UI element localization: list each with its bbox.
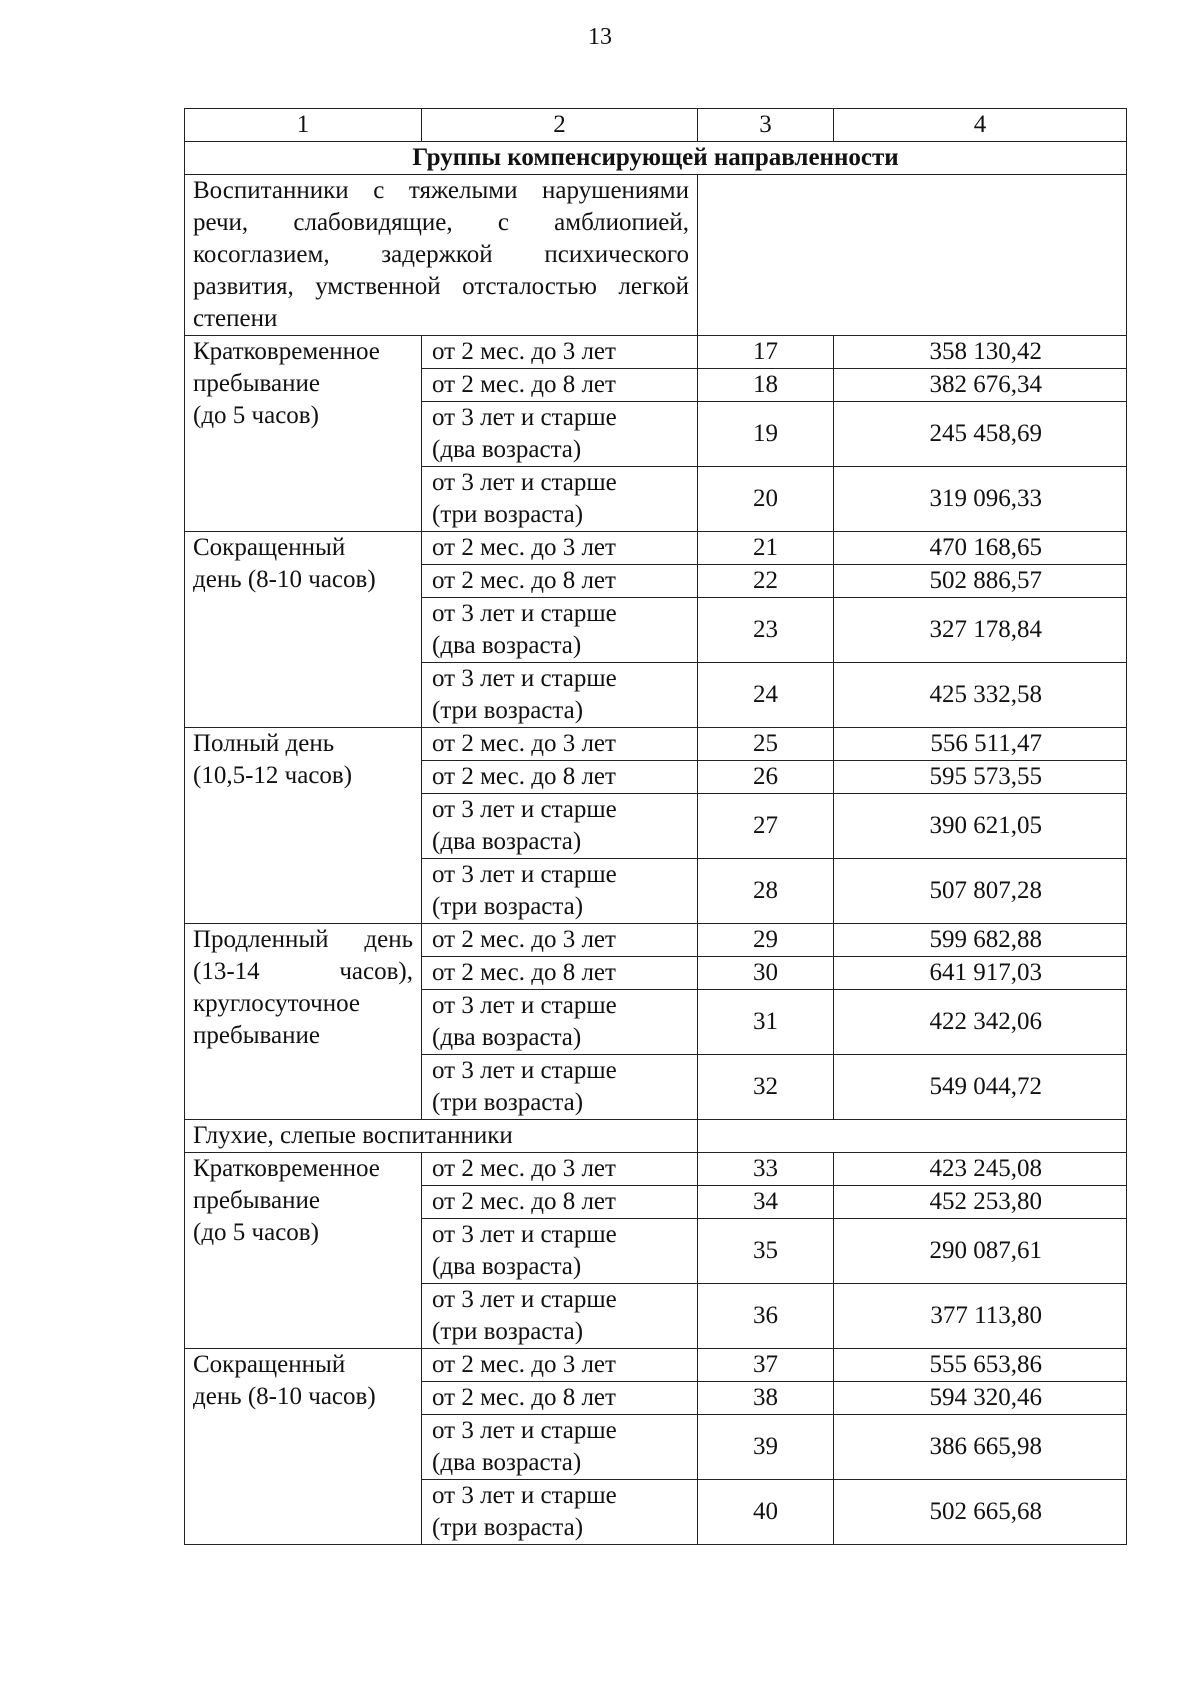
table-row <box>185 1153 1127 1186</box>
age-range: от 3 лет и старше (три возраста) <box>422 1480 698 1545</box>
row-number: 26 <box>698 761 834 794</box>
amount-value: 599 682,88 <box>834 924 1127 957</box>
column-number-cell: 3 <box>698 109 834 142</box>
amount-value: 425 332,58 <box>834 663 1127 728</box>
amount-value: 390 621,05 <box>834 794 1127 859</box>
amount-value: 549 044,72 <box>834 1055 1127 1120</box>
amount-value: 594 320,46 <box>834 1382 1127 1415</box>
amount-value: 595 573,55 <box>834 761 1127 794</box>
age-range: от 3 лет и старше (два возраста) <box>422 990 698 1055</box>
page-number: 13 <box>588 24 612 50</box>
age-range: от 2 мес. до 8 лет <box>422 1186 698 1219</box>
age-range: от 2 мес. до 8 лет <box>422 761 698 794</box>
age-range: от 3 лет и старше (три возраста) <box>422 467 698 532</box>
section-title: Группы компенсирующей направленности <box>185 142 1127 175</box>
age-range: от 2 мес. до 3 лет <box>422 728 698 761</box>
row-number: 19 <box>698 402 834 467</box>
age-range: от 3 лет и старше (два возраста) <box>422 794 698 859</box>
age-range: от 3 лет и старше (три возраста) <box>422 1284 698 1349</box>
row-number: 23 <box>698 598 834 663</box>
row-number: 34 <box>698 1186 834 1219</box>
age-range: от 3 лет и старше (два возраста) <box>422 598 698 663</box>
row-number: 27 <box>698 794 834 859</box>
age-range: от 3 лет и старше (два возраста) <box>422 1415 698 1480</box>
stay-mode-label: Продленный день (13-14 часов), круглосуточное пребывание <box>185 924 422 1120</box>
row-number: 22 <box>698 565 834 598</box>
age-range: от 2 мес. до 3 лет <box>422 1349 698 1382</box>
amount-value: 377 113,80 <box>834 1284 1127 1349</box>
amount-value: 502 665,68 <box>834 1480 1127 1545</box>
group-title-empty-cell <box>698 1120 1127 1153</box>
table-row <box>185 728 1127 761</box>
row-number: 18 <box>698 369 834 402</box>
group-title-row <box>185 1120 1127 1153</box>
table-row <box>185 1349 1127 1382</box>
stay-mode-label: Кратковременное пребывание (до 5 часов) <box>185 1153 422 1349</box>
age-range: от 2 мес. до 8 лет <box>422 1382 698 1415</box>
age-range: от 2 мес. до 8 лет <box>422 957 698 990</box>
row-number: 29 <box>698 924 834 957</box>
amount-value: 382 676,34 <box>834 369 1127 402</box>
stay-mode-label: Сокращенный день (8-10 часов) <box>185 1349 422 1545</box>
amount-value: 507 807,28 <box>834 859 1127 924</box>
table-row <box>185 924 1127 957</box>
age-range: от 3 лет и старше (два возраста) <box>422 1219 698 1284</box>
row-number: 24 <box>698 663 834 728</box>
age-range: от 2 мес. до 3 лет <box>422 532 698 565</box>
age-range: от 3 лет и старше (три возраста) <box>422 663 698 728</box>
row-number: 39 <box>698 1415 834 1480</box>
age-range: от 2 мес. до 8 лет <box>422 565 698 598</box>
column-number-cell: 4 <box>834 109 1127 142</box>
amount-value: 327 178,84 <box>834 598 1127 663</box>
amount-value: 290 087,61 <box>834 1219 1127 1284</box>
group-title-empty-cell <box>698 175 1127 336</box>
row-number: 35 <box>698 1219 834 1284</box>
amount-value: 319 096,33 <box>834 467 1127 532</box>
row-number: 40 <box>698 1480 834 1545</box>
amount-value: 358 130,42 <box>834 336 1127 369</box>
amount-value: 502 886,57 <box>834 565 1127 598</box>
age-range: от 2 мес. до 3 лет <box>422 924 698 957</box>
row-number: 20 <box>698 467 834 532</box>
column-number-row <box>185 109 1127 142</box>
amount-value: 555 653,86 <box>834 1349 1127 1382</box>
row-number: 32 <box>698 1055 834 1120</box>
age-range: от 3 лет и старше (три возраста) <box>422 859 698 924</box>
row-number: 31 <box>698 990 834 1055</box>
amount-value: 556 511,47 <box>834 728 1127 761</box>
row-number: 17 <box>698 336 834 369</box>
row-number: 21 <box>698 532 834 565</box>
group-title-row <box>185 175 1127 336</box>
tariff-table-body <box>185 109 1127 1545</box>
row-number: 25 <box>698 728 834 761</box>
group-title: Глухие, слепые воспитанники <box>185 1120 698 1153</box>
row-number: 30 <box>698 957 834 990</box>
row-number: 38 <box>698 1382 834 1415</box>
age-range: от 2 мес. до 3 лет <box>422 336 698 369</box>
amount-value: 452 253,80 <box>834 1186 1127 1219</box>
row-number: 37 <box>698 1349 834 1382</box>
column-number-cell: 2 <box>422 109 698 142</box>
amount-value: 423 245,08 <box>834 1153 1127 1186</box>
tariff-table <box>184 108 1127 1545</box>
row-number: 28 <box>698 859 834 924</box>
stay-mode-label: Кратковременное пребывание (до 5 часов) <box>185 336 422 532</box>
age-range: от 2 мес. до 3 лет <box>422 1153 698 1186</box>
table-row <box>185 532 1127 565</box>
amount-value: 422 342,06 <box>834 990 1127 1055</box>
section-title-row <box>185 142 1127 175</box>
stay-mode-label: Сокращенный день (8-10 часов) <box>185 532 422 728</box>
age-range: от 2 мес. до 8 лет <box>422 369 698 402</box>
table-row <box>185 336 1127 369</box>
age-range: от 3 лет и старше (три возраста) <box>422 1055 698 1120</box>
age-range: от 3 лет и старше (два возраста) <box>422 402 698 467</box>
amount-value: 641 917,03 <box>834 957 1127 990</box>
amount-value: 470 168,65 <box>834 532 1127 565</box>
row-number: 33 <box>698 1153 834 1186</box>
row-number: 36 <box>698 1284 834 1349</box>
amount-value: 386 665,98 <box>834 1415 1127 1480</box>
group-title: Воспитанники с тяжелыми нарушениями речи, слабовидящие, с амблиопией, косоглазием, задержкой психического развития, умственной отсталостью легкой степени <box>185 175 698 336</box>
amount-value: 245 458,69 <box>834 402 1127 467</box>
column-number-cell: 1 <box>185 109 422 142</box>
stay-mode-label: Полный день (10,5-12 часов) <box>185 728 422 924</box>
